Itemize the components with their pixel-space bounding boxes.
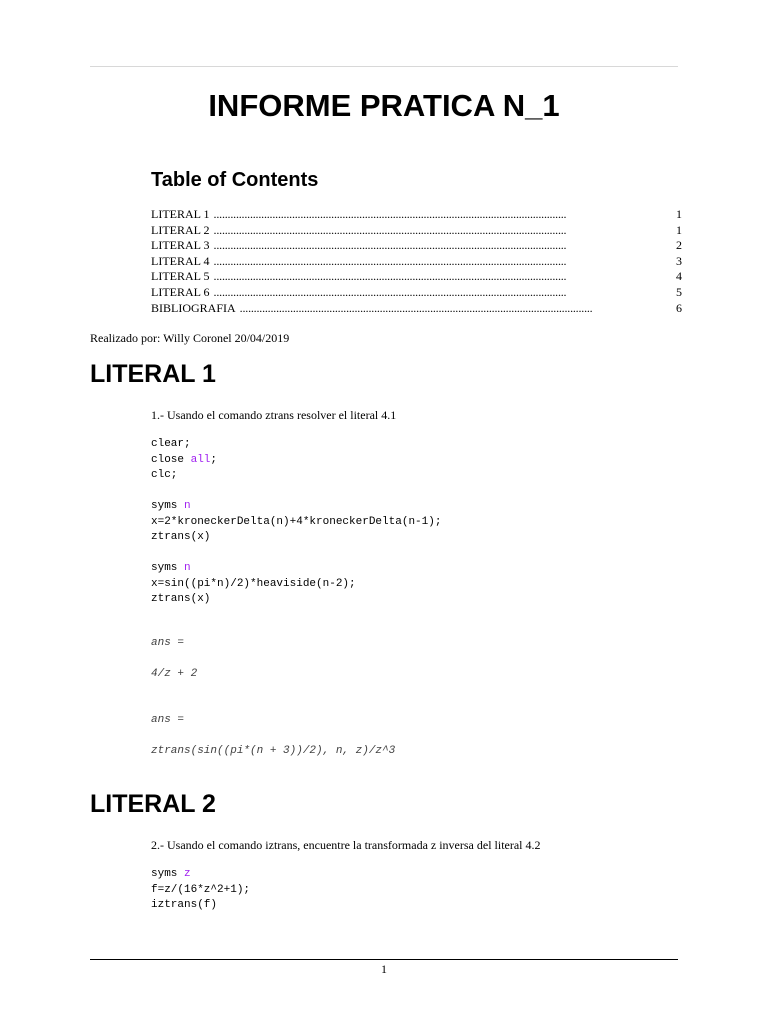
toc-entry-page: 5	[676, 284, 682, 299]
literal-2-instruction: 2.- Usando el comando iztrans, encuentre la transformada z inversa del literal 4.2	[151, 838, 541, 852]
toc-entry-label: LITERAL 5	[151, 269, 210, 284]
toc-entry[interactable]	[151, 223, 682, 239]
toc-leader-dots	[214, 207, 666, 223]
toc-leader-dots	[214, 223, 666, 239]
author-line: Realizado por: Willy Coronel 20/04/2019	[90, 331, 290, 345]
toc-entry[interactable]	[151, 254, 682, 270]
toc-entry-page: 6	[676, 300, 682, 315]
code-line: ztrans(x)	[151, 593, 211, 605]
code-keyword: z	[184, 868, 191, 880]
output-value: 4/z + 2	[151, 668, 198, 680]
document-title: INFORME PRATICA N_1	[208, 88, 560, 123]
top-rule	[90, 66, 678, 67]
toc-leader-dots	[240, 301, 666, 317]
output-label: ans =	[151, 714, 185, 726]
code-text: syms	[151, 868, 185, 880]
code-text: syms	[151, 500, 185, 512]
literal-1-code-block-b	[151, 499, 441, 546]
toc-entry[interactable]	[151, 269, 682, 285]
code-keyword: n	[184, 562, 191, 574]
code-line	[151, 867, 250, 883]
code-line	[151, 453, 217, 469]
toc-entry[interactable]	[151, 301, 682, 317]
code-text: close	[151, 453, 191, 466]
toc-entry-page: 3	[676, 253, 682, 268]
literal-2-code-block	[151, 867, 250, 914]
toc-leader-dots	[214, 269, 666, 285]
code-line: x=sin((pi*n)/2)*heaviside(n-2);	[151, 577, 356, 590]
toc-leader-dots	[214, 285, 666, 301]
output-value: ztrans(sin((pi*(n + 3))/2), n, z)/z^3	[151, 745, 396, 757]
code-line: clc;	[151, 469, 178, 481]
toc-entry-page: 2	[676, 238, 682, 253]
literal-1-code-block-a	[151, 437, 217, 484]
toc-entry[interactable]	[151, 238, 682, 254]
code-line: clear;	[151, 438, 191, 450]
table-of-contents	[151, 207, 682, 316]
code-text: ;	[210, 453, 218, 466]
toc-entry[interactable]	[151, 285, 682, 301]
code-keyword: all	[190, 453, 211, 466]
toc-entry-label: LITERAL 2	[151, 222, 210, 237]
output-label: ans =	[151, 637, 185, 649]
toc-entry-label: LITERAL 1	[151, 207, 210, 221]
toc-entry-page: 4	[676, 269, 682, 284]
code-keyword: n	[184, 500, 191, 512]
code-line: x=2*kroneckerDelta(n)+4*kroneckerDelta(n-1);	[151, 515, 442, 528]
toc-entry-page: 1	[676, 207, 682, 221]
footer-rule	[90, 959, 678, 960]
literal-1-code-block-c	[151, 561, 356, 608]
toc-entry[interactable]	[151, 207, 682, 223]
section-heading-literal-2: LITERAL 2	[90, 790, 216, 818]
code-line	[151, 561, 356, 577]
toc-heading: Table of Contents	[151, 169, 319, 191]
page-number: 1	[381, 962, 387, 976]
section-heading-literal-1: LITERAL 1	[90, 360, 216, 388]
toc-entry-label: BIBLIOGRAFIA	[151, 300, 236, 315]
code-line: f=z/(16*z^2+1);	[151, 883, 251, 896]
toc-entry-label: LITERAL 3	[151, 238, 210, 253]
code-line: iztrans(f)	[151, 899, 218, 911]
toc-entry-label: LITERAL 6	[151, 284, 210, 299]
literal-1-instruction: 1.- Usando el comando ztrans resolver el literal 4.1	[151, 408, 397, 422]
code-line	[151, 499, 441, 515]
toc-leader-dots	[214, 238, 666, 254]
code-line: ztrans(x)	[151, 531, 211, 543]
toc-entry-page: 1	[676, 222, 682, 237]
toc-entry-label: LITERAL 4	[151, 253, 210, 268]
toc-leader-dots	[214, 254, 666, 270]
code-text: syms	[151, 562, 185, 574]
